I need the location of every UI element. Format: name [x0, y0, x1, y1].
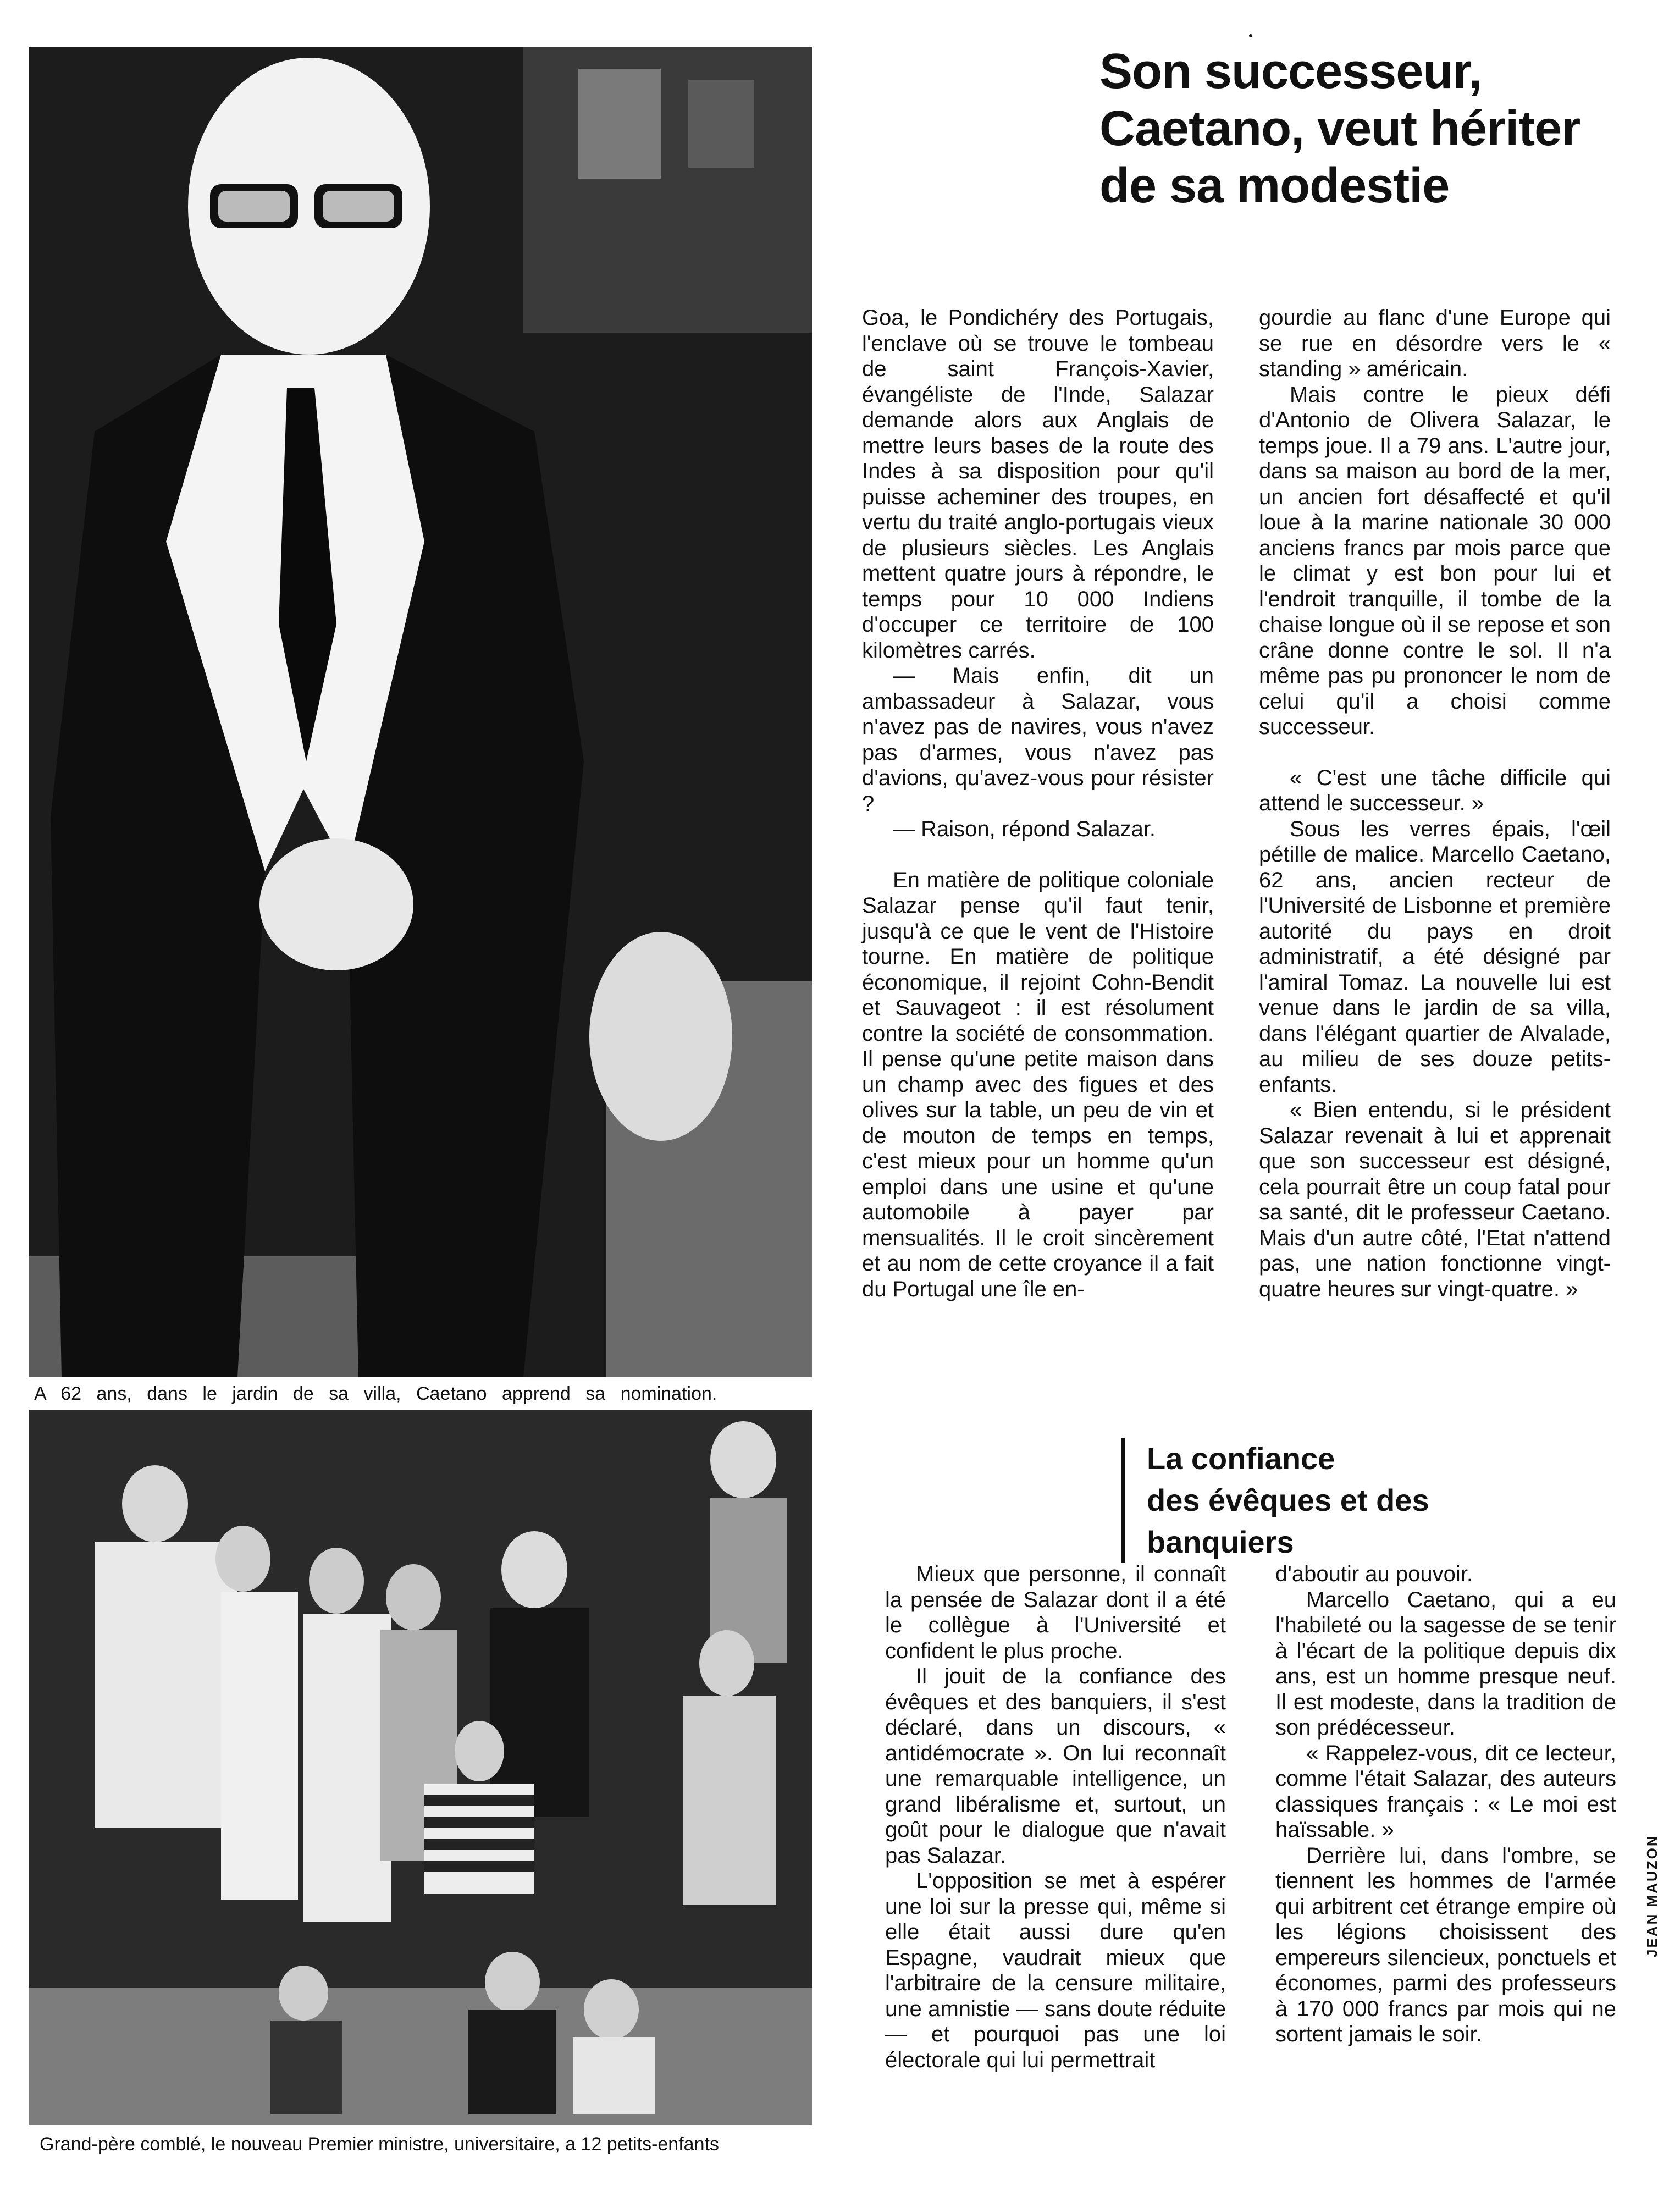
article-column-3 — [885, 1561, 1226, 2073]
author-signature: JEAN MAUZON — [1644, 1834, 1660, 1957]
paragraph: Mieux que personne, il connaît la pensée de Salazar dont il a été le collègue à l'Université et confident le plus proche. — [885, 1562, 1226, 1663]
subheading-line-2: des évêques et des — [1147, 1483, 1429, 1517]
paragraph: L'opposition se met à espérer une loi sur la presse qui, même si elle était aussi dure qu'en Espagne, vaudrait mieux que l'arbitraire de la censure militaire, une amnistie — sans doute réduite — et pourquoi pas une loi électorale qui lui permettrait — [885, 1869, 1226, 2072]
paragraph: « Bien entendu, si le président Salazar revenait à lui et apprenait que son successeur est désigné, cela pourrait être un coup fatal pour sa santé, dit le professeur Caetano. Mais d'un autre côté, l'Etat n'attend pas, une nation fonctionne vingt-quatre heures sur vingt-quatre. » — [1259, 1098, 1611, 1301]
paragraph: Sous les verres épais, l'œil pétille de malice. Marcello Caetano, 62 ans, ancien recteur de l'Université de Lisbonne et première autorité du pays en droit administratif, a été désigné par l'amiral Tomaz. La nouvelle lui est venue dans le jardin de sa villa, dans l'élégant quartier de Alvalade, au milieu de ses douze petits-enfants. — [1259, 816, 1611, 1097]
headline-line-2: Caetano, veut hériter — [1099, 101, 1580, 156]
decorative-dot — [1249, 34, 1252, 37]
subheading-line-1: La confiance — [1147, 1441, 1335, 1476]
photo-caetano-garden-image — [29, 47, 812, 1377]
headline-line-3: de sa modestie — [1099, 158, 1450, 213]
photo-top-caption: A 62 ans, dans le jardin de sa villa, Caetano apprend sa nomination. — [34, 1383, 717, 1404]
headline-line-1: Son successeur, — [1099, 44, 1482, 99]
paragraph: En matière de politique coloniale Salazar pense qu'il faut tenir, jusqu'à ce que le vent de l'Histoire tourne. En matière de politique économique, il rejoint Cohn-Bendit et Sauvageot : il est résolument contre la société de consommation. Il pense qu'une petite maison dans un champ avec des figues et des olives sur la table, un peu de vin et de mouton de temps en temps, c'est mieux pour un homme qu'un emploi dans une usine et qu'une automobile à payer par mensualités. Il le croit sincèrement et au nom de cette croyance il a fait du Portugal une île en- — [862, 868, 1214, 1301]
subheading-line-3: banquiers — [1147, 1525, 1294, 1559]
paragraph: Mais contre le pieux défi d'Antonio de Olivera Salazar, le temps joue. Il a 79 ans. L'autre jour, dans sa maison au bord de la mer, un ancien fort désaffecté et qu'il loue à la marine nationale 30 000 anciens francs par mois parce que le climat y est bon pour lui et l'endroit tranquille, il tombe de la chaise longue où il se repose et son crâne donne contre le sol. Il n'a même pas pu prononcer le nom de celui qu'il a choisi comme successeur. — [1259, 382, 1611, 739]
paragraph: — Raison, répond Salazar. — [893, 817, 1156, 841]
photo-bottom-caption: Grand-père comblé, le nouveau Premier ministre, universitaire, a 12 petits-enfants — [40, 2134, 719, 2155]
paragraph: d'aboutir au pouvoir. — [1275, 1562, 1473, 1586]
paragraph: « Rappelez-vous, dit ce lecteur, comme l'était Salazar, des auteurs classiques français : « Le moi est haïssable. » — [1275, 1741, 1616, 1842]
paragraph: — Mais enfin, dit un ambassadeur à Salazar, vous n'avez pas de navires, vous n'avez pas d'armes, vous n'avez pas d'avions, qu'avez-vous pour résister ? — [862, 664, 1214, 816]
photo-family-grandchildren-image — [29, 1410, 812, 2125]
article-column-4 — [1275, 1561, 1616, 2047]
paragraph: gourdie au flanc d'une Europe qui se rue en désordre vers le « standing » américain. — [1259, 306, 1611, 381]
paragraph: « C'est une tâche difficile qui attend le successeur. » — [1259, 765, 1611, 815]
subheading — [1121, 1438, 1532, 1563]
paragraph: Goa, le Pondichéry des Portugais, l'enclave où se trouve le tombeau de saint François-Xavier, évangéliste de l'Inde, Salazar demande alors aux Anglais de mettre leurs bases de la route des Indes à sa disposition pour qu'il puisse acheminer des troupes, en vertu du traité anglo-portugais vieux de plusieurs siècles. Les Anglais mettent quatre jours à répondre, le temps pour 10 000 Indiens d'occuper ce territoire de 100 kilomètres carrés. — [862, 306, 1214, 663]
article-column-1 — [862, 305, 1214, 1302]
photo-caetano-garden — [29, 47, 812, 1377]
paragraph: Derrière lui, dans l'ombre, se tiennent les hommes de l'armée qui arbitrent cet étrange empire où les légions choisissent des empereurs silencieux, ponctuels et économes, parmi des professeurs à 170 000 francs par mois qui ne sortent jamais le soir. — [1275, 1843, 1616, 2046]
paragraph: Marcello Caetano, qui a eu l'habileté ou la sagesse de se tenir à l'écart de la politique depuis dix ans, est un homme presque neuf. Il est modeste, dans la tradition de son prédécesseur. — [1275, 1587, 1616, 1740]
article-column-2 — [1259, 305, 1611, 1302]
paragraph: Il jouit de la confiance des évêques et des banquiers, il s'est déclaré, dans un discours, « antidémocrate ». On lui reconnaît une remarquable intelligence, un grand libéralisme et, surtout, un goût pour le dialogue que n'avait pas Salazar. — [885, 1664, 1226, 1868]
photo-family-grandchildren — [29, 1410, 812, 2125]
headline — [1099, 43, 1649, 214]
